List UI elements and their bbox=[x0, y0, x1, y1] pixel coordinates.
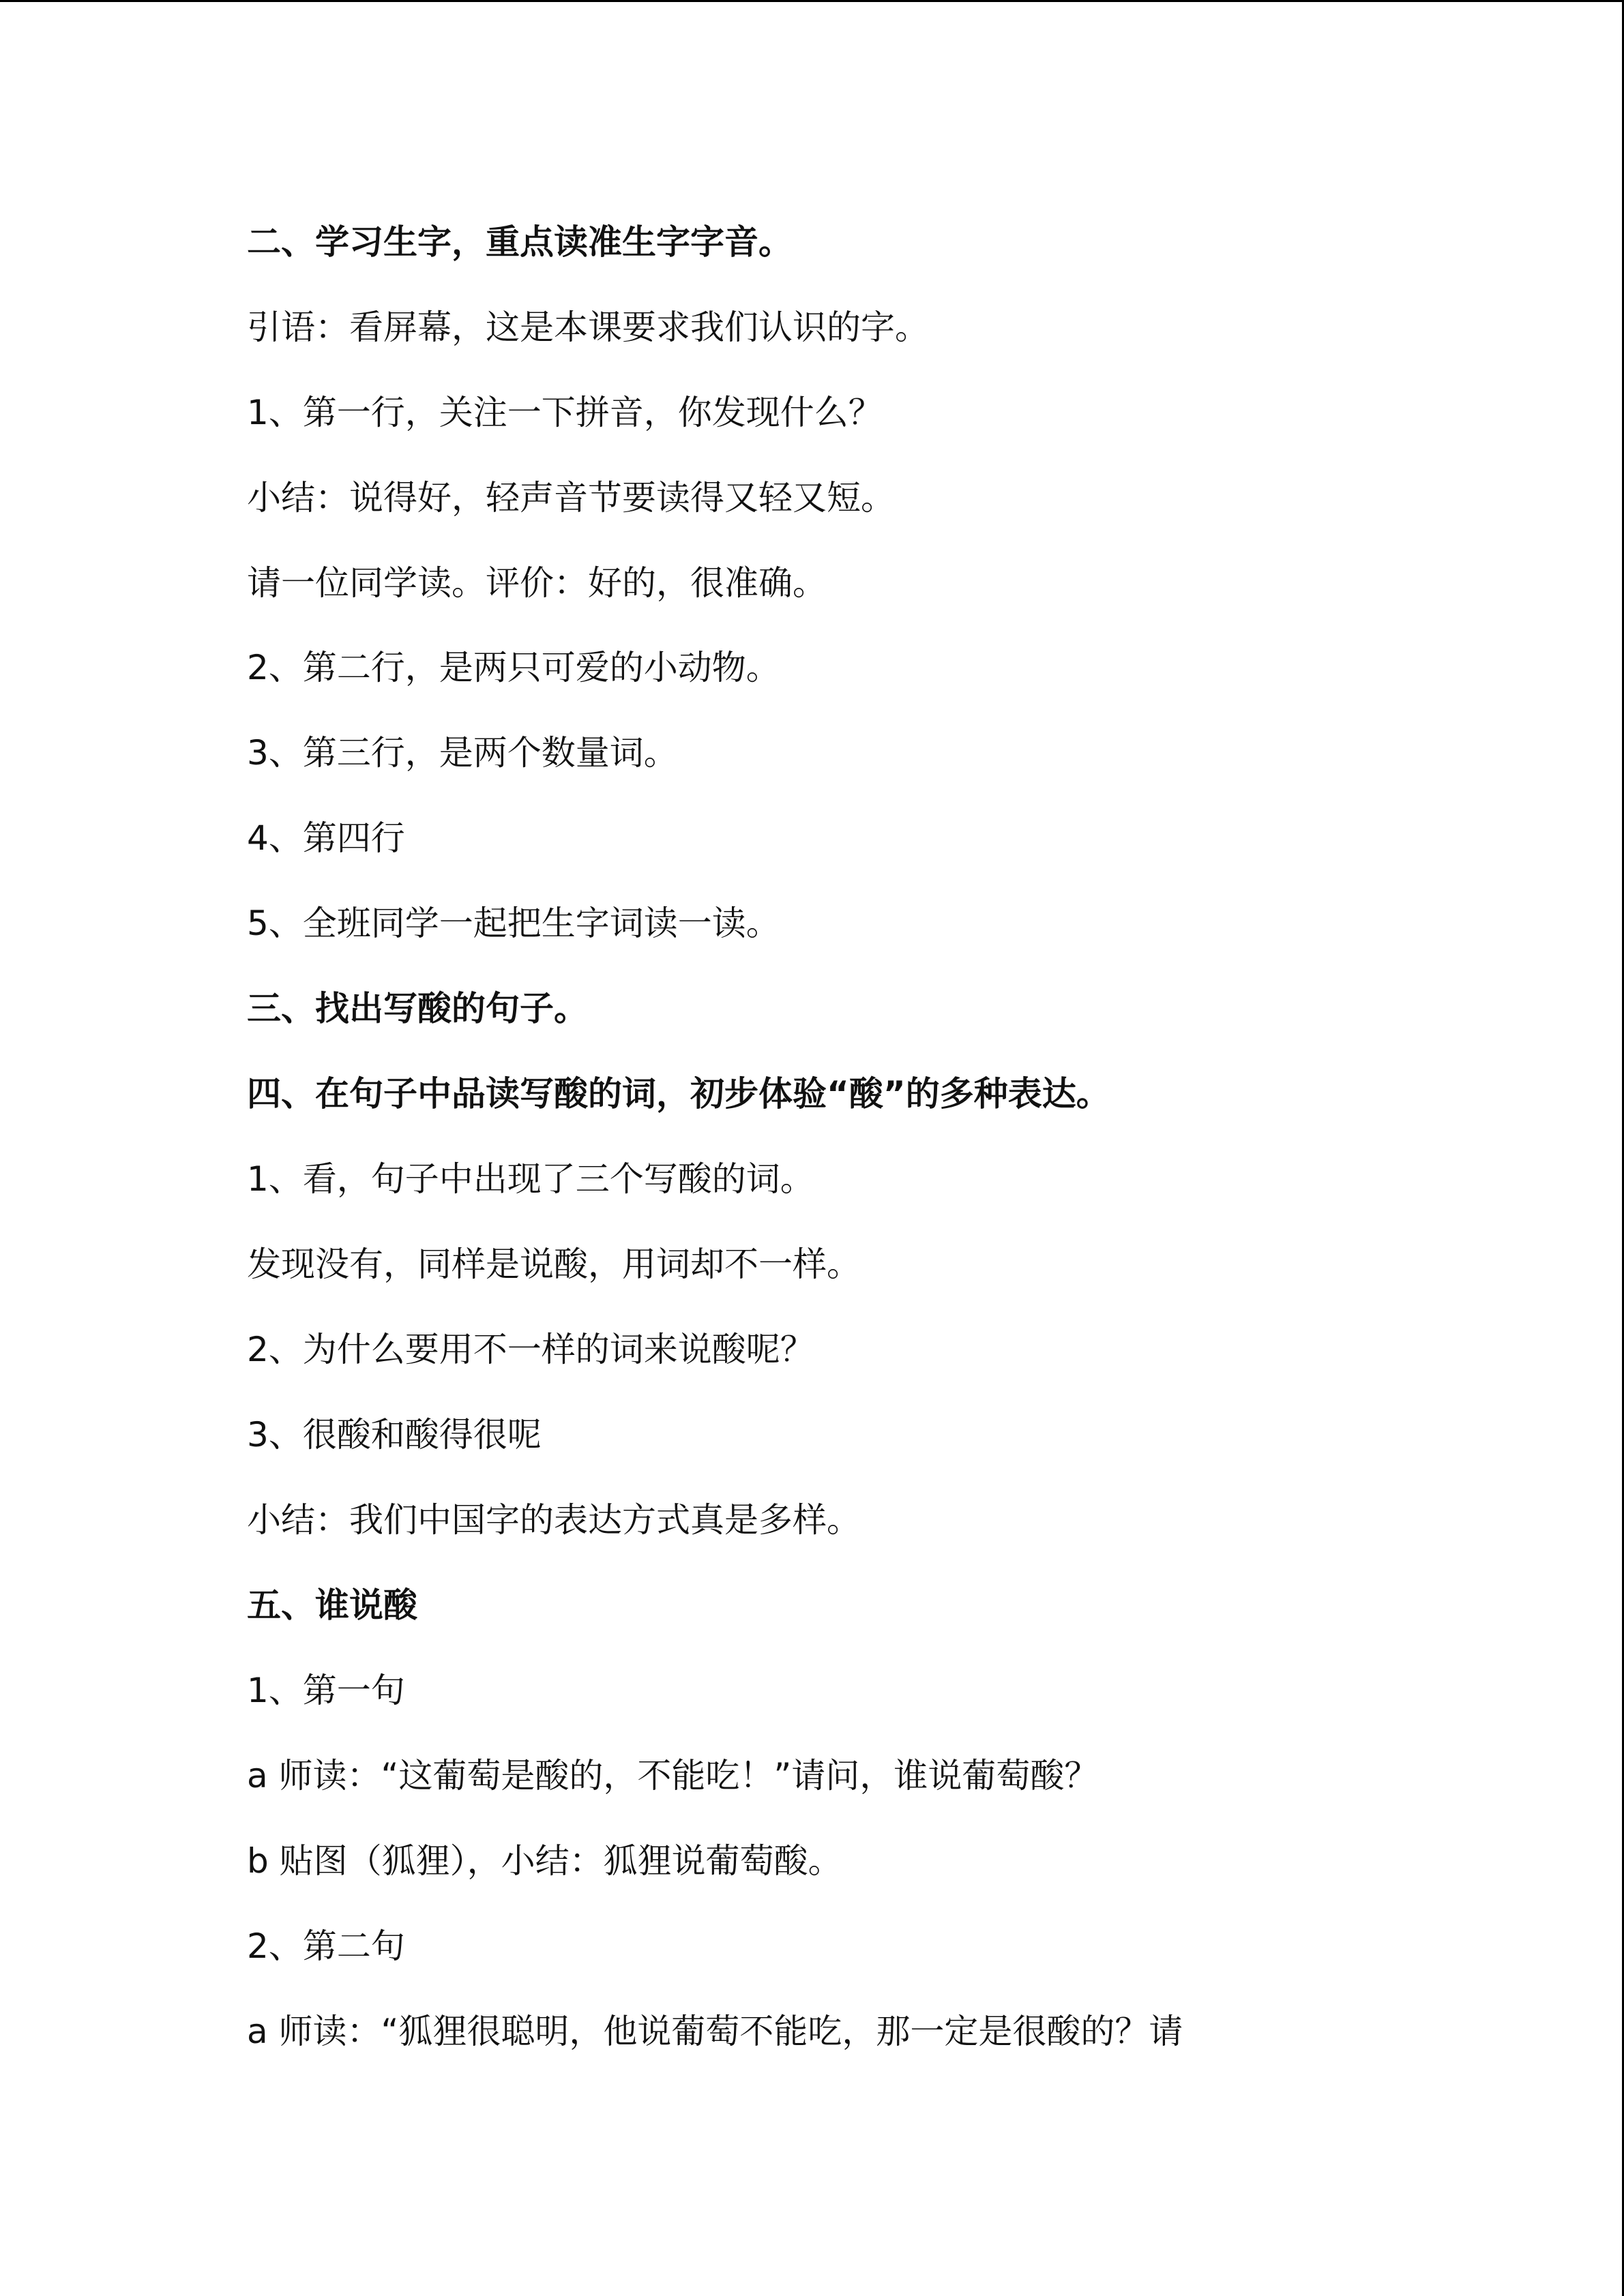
paragraph-item-5: 5、全班同学一起把生字词读一读。 bbox=[247, 904, 780, 943]
section-heading-learn-characters: 二、学习生字，重点读准生字字音。 bbox=[247, 222, 793, 262]
section-heading-find-sentences: 三、找出写酸的句子。 bbox=[247, 989, 588, 1028]
paragraph-item-2: 2、第二行，是两只可爱的小动物。 bbox=[247, 648, 780, 687]
paragraph-item-1: 1、第一行，关注一下拼音，你发现什么？ bbox=[247, 393, 883, 432]
paragraph-sticker-b: b 贴图（狐狸），小结：狐狸说葡萄酸。 bbox=[247, 1841, 842, 1881]
paragraph-item-4: 4、第四行 bbox=[247, 818, 405, 858]
paragraph-evaluation: 请一位同学读。评价：好的，很准确。 bbox=[247, 563, 827, 603]
section-heading-who-says-sour: 五、谁说酸 bbox=[247, 1585, 417, 1625]
paragraph-summary-b: 小结：我们中国字的表达方式真是多样。 bbox=[247, 1500, 861, 1540]
paragraph-item-3: 3、第三行，是两个数量词。 bbox=[247, 733, 678, 773]
paragraph-sentence-1: 1、第一句 bbox=[247, 1671, 405, 1710]
paragraph-summary: 小结：说得好，轻声音节要读得又轻又短。 bbox=[247, 478, 895, 518]
paragraph-sentence-2: 2、第二句 bbox=[247, 1926, 405, 1966]
paragraph-intro: 引语：看屏幕，这是本课要求我们认识的字。 bbox=[247, 308, 929, 347]
paragraph-teacher-reads-a2: a 师读：“狐狸很聪明，他说葡萄不能吃，那一定是很酸的？请 bbox=[247, 2012, 1183, 2051]
paragraph-item-1b: 1、看，句子中出现了三个写酸的词。 bbox=[247, 1159, 814, 1199]
section-heading-taste-words: 四、在句子中品读写酸的词，初步体验“酸”的多种表达。 bbox=[247, 1074, 1110, 1114]
paragraph-teacher-reads-a: a 师读：“这葡萄是酸的，不能吃！”请问，谁说葡萄酸？ bbox=[247, 1756, 1099, 1795]
paragraph-item-3b: 3、很酸和酸得很呢 bbox=[247, 1415, 542, 1455]
paragraph-observation: 发现没有，同样是说酸，用词却不一样。 bbox=[247, 1244, 861, 1284]
paragraph-item-2b: 2、为什么要用不一样的词来说酸呢？ bbox=[247, 1330, 814, 1369]
